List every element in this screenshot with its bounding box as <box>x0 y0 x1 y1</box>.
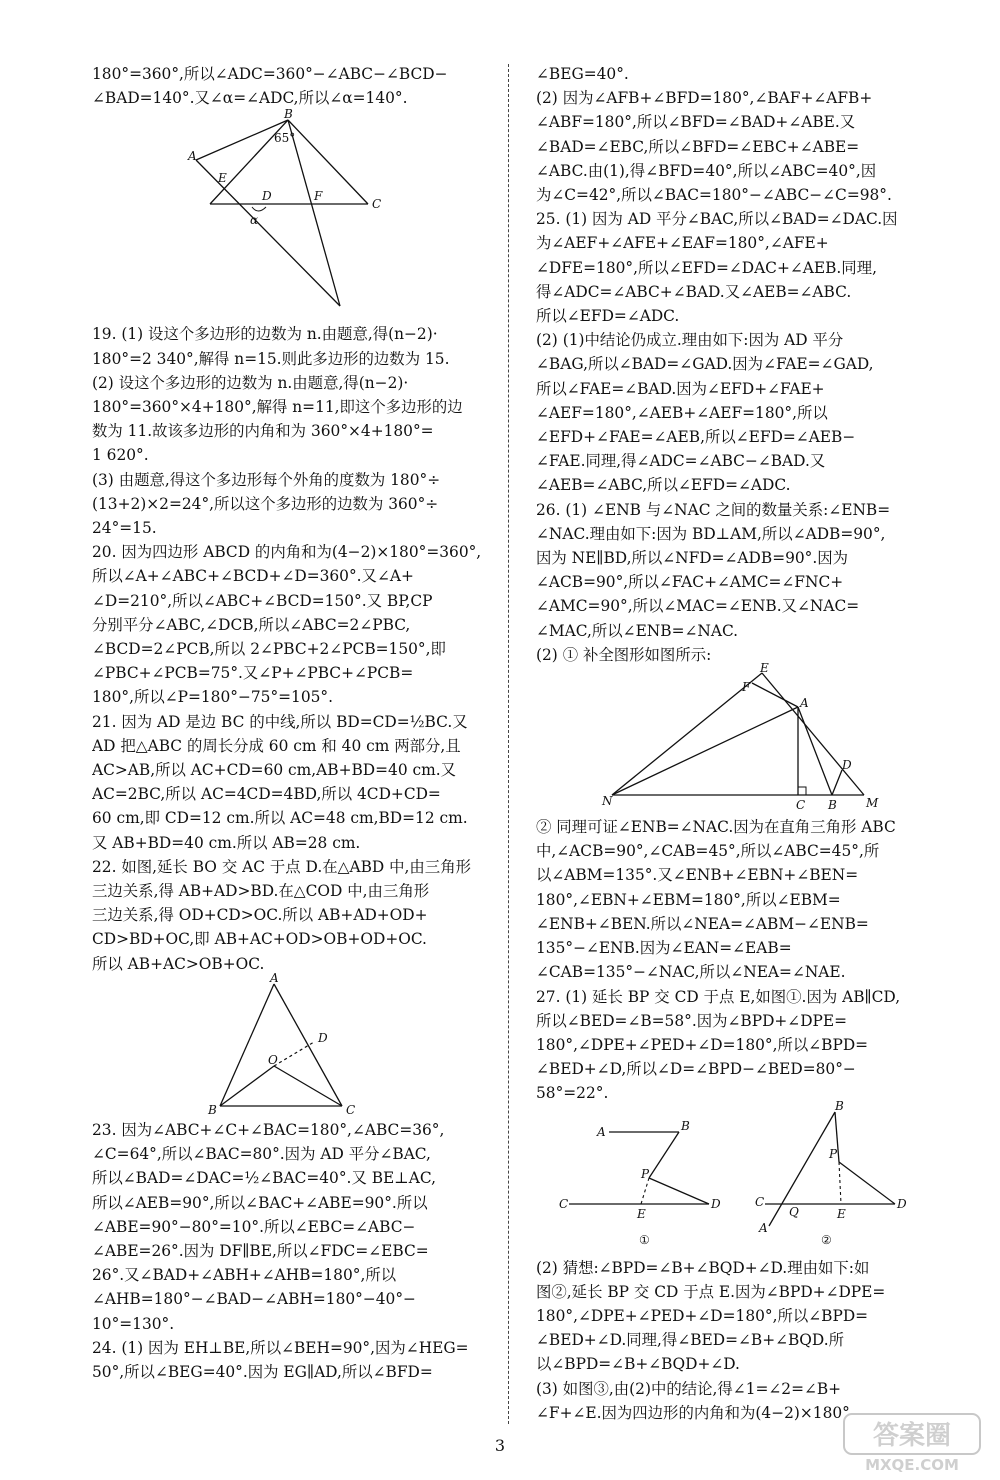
right-text-block-2 <box>536 815 938 1105</box>
text-line: (2) ① 补全图形如图所示: <box>536 645 712 664</box>
text-line: ∠AEB=∠ABC,所以∠EFD=∠ADC. <box>536 476 791 495</box>
figure-enm-triangle <box>536 661 938 815</box>
text-line: 中,∠ACB=90°,∠CAB=45°,所以∠ABC=45°,所 <box>536 842 880 861</box>
text-line: ∠AMC=90°,所以∠MAC=∠ENB.又∠NAC= <box>536 597 860 616</box>
text-line: 所以 AB+AC>OB+OC. <box>92 954 265 973</box>
text-line: ∠MAC,所以∠ENB=∠NAC. <box>536 621 739 640</box>
fig5-label-c: C <box>755 1194 765 1209</box>
text-line: (13+2)×2=24°,所以这个多边形的边数为 360°÷ <box>92 494 439 513</box>
text-line: ∠ABE=90°−80°=10°.所以∠EBC=∠ABC− <box>92 1217 416 1236</box>
fig4-label-p: P <box>641 1166 650 1181</box>
text-line: 所以∠AEB=90°,所以∠BAC+∠ABE=90°.所以 <box>92 1193 428 1212</box>
fig5-label-q: Q <box>789 1204 799 1219</box>
fig1-label-b: B <box>284 107 293 122</box>
right-text-block-3 <box>536 1256 938 1425</box>
figure-parallel-lines-pair <box>536 1098 938 1256</box>
fig3-label-d: D <box>842 758 852 773</box>
text-line: AD 把△ABC 的周长分成 60 cm 和 40 cm 两部分,且 <box>92 736 461 755</box>
figure-4-svg <box>559 1106 729 1252</box>
text-line: 180°=2 340°,解得 n=15.则此多边形的边数为 15. <box>92 349 450 368</box>
text-line: 19. (1) 设这个多边形的边数为 n.由题意,得(n−2)· <box>92 325 438 344</box>
text-line: 22. 如图,延长 BO 交 AC 于点 D.在△ABD 中,由三角形 <box>92 857 471 876</box>
text-line: 180°=360°×4+180°,解得 n=11,即这个多边形的边 <box>92 398 463 417</box>
watermark-svg <box>842 1412 982 1474</box>
text-line: ∠CAB=135°−∠NAC,所以∠NEA=∠NAE. <box>536 963 846 982</box>
fig4-label-d: D <box>711 1196 721 1211</box>
fig5-label-e: E <box>837 1206 846 1221</box>
figure-triangle-aob <box>92 970 484 1118</box>
text-line: ∠FAE.同理,得∠ADC=∠ABC−∠BAD.又 <box>536 452 826 471</box>
figure-3-svg <box>602 661 879 815</box>
text-line: ∠DFE=180°,所以∠EFD=∠DAC+∠AEB.同理, <box>536 258 877 277</box>
text-line: 26. (1) ∠ENB 与∠NAC 之间的数量关系:∠ENB= <box>536 500 891 519</box>
text-line: (3) 如图③,由(2)中的结论,得∠1=∠2=∠B+ <box>536 1379 842 1398</box>
column-divider <box>508 64 509 1424</box>
text-line: 所以∠A+∠ABC+∠BCD+∠D=360°.又∠A+ <box>92 567 414 586</box>
text-line: 24°=15. <box>92 519 157 538</box>
text-line: (2) 设这个多边形的边数为 n.由题意,得(n−2)· <box>92 373 409 392</box>
fig4-label-b: B <box>681 1118 690 1133</box>
fig4-caption: ① <box>639 1232 650 1247</box>
fig4-label-a: A <box>597 1124 606 1139</box>
fig3-label-f: F <box>742 680 751 695</box>
watermark-text: 答案圈 <box>872 1421 952 1451</box>
text-line: 25. (1) 因为 AD 平分∠BAC,所以∠BAD=∠DAC.因 <box>536 210 898 229</box>
text-line: 图②,延长 BP 交 CD 于点 E.因为∠BPD+∠DPE= <box>536 1282 886 1301</box>
text-line: 20. 因为四边形 ABCD 的内角和为(4−2)×180°=360°, <box>92 543 482 562</box>
fig1-label-c: C <box>372 197 382 212</box>
text-line: ∠BAD=∠EBC,所以∠BFD=∠EBC+∠ABE= <box>536 137 860 156</box>
text-line: 24. (1) 因为 EH⊥BE,所以∠BEH=90°,因为∠HEG= <box>92 1338 469 1357</box>
text-line: 10°=130°. <box>92 1314 175 1333</box>
text-line: ② 同理可证∠ENB=∠NAC.因为在直角三角形 ABC <box>536 818 896 837</box>
text-line: 180°,∠DPE+∠PED+∠D=180°,所以∠BPD= <box>536 1035 869 1054</box>
fig2-label-c: C <box>346 1102 356 1117</box>
text-line: 180°,∠EBN+∠EBM=180°,所以∠EBM= <box>536 890 841 909</box>
text-line: ∠ABC.由(1),得∠BFD=40°,所以∠ABC=40°,因 <box>536 161 877 180</box>
text-line: AC=2BC,所以 AC=4CD=4BD,所以 4CD+CD= <box>92 785 441 804</box>
text-line: 为∠AEF+∠AFE+∠EAF=180°,∠AFE+ <box>536 234 829 253</box>
figure-triangle-crossing <box>92 107 484 322</box>
fig4-label-e: E <box>637 1206 646 1221</box>
text-line: 三边关系,得 AB+AD>BD.在△COD 中,由三角形 <box>92 882 430 901</box>
text-line: ∠C=64°,所以∠BAC=80°.因为 AD 平分∠BAC, <box>92 1145 431 1164</box>
text-line: ∠EFD+∠FAE=∠AEB,所以∠EFD=∠AEB− <box>536 428 856 447</box>
text-line: 因为 NE∥BD,所以∠NFD=∠ADB=90°.因为 <box>536 549 849 568</box>
fig2-label-o: O <box>268 1052 278 1067</box>
right-text-block-1 <box>536 62 938 667</box>
fig1-label-e: E <box>218 171 227 186</box>
text-line: (2) (1)中结论仍成立.理由如下:因为 AD 平分 <box>536 331 844 350</box>
text-line: 60 cm,即 CD=12 cm.所以 AC=48 cm,BD=12 cm. <box>92 809 468 828</box>
text-line: 分别平分∠ABC,∠DCB,所以∠ABC=2∠PBC, <box>92 615 411 634</box>
text-line: ∠ACB=90°,所以∠FAC+∠AMC=∠FNC+ <box>536 573 844 592</box>
text-line: 得∠ADC=∠ABC+∠BAD.又∠AEB=∠ABC. <box>536 282 852 301</box>
text-line: ∠D=210°,所以∠ABC+∠BCD=150°.又 BP,CP <box>92 591 433 610</box>
text-line: 所以∠BAD=∠DAC=½∠BAC=40°.又 BE⊥AC, <box>92 1169 436 1188</box>
text-line: ∠BEG=40°. <box>536 65 629 83</box>
text-line: ∠AEF=180°,∠AEB+∠AEF=180°,所以 <box>536 403 828 422</box>
text-line: 为∠C=42°,所以∠BAC=180°−∠ABC−∠C=98°. <box>536 186 892 205</box>
text-line: ∠AHB=180°−∠BAD−∠ABH=180°−40°− <box>92 1290 416 1309</box>
fig5-label-a: A <box>759 1220 768 1235</box>
fig1-label-f: F <box>314 189 323 204</box>
fig1-label-a: A <box>188 149 197 164</box>
text-line: 23. 因为∠ABC+∠C+∠BAC=180°,∠ABC=36°, <box>92 1120 445 1139</box>
fig2-label-b: B <box>208 1102 217 1117</box>
text-line: ∠BED+∠D,所以∠D=∠BPD−∠BED=80°− <box>536 1060 856 1079</box>
fig1-label-alpha: α <box>250 213 259 228</box>
fig3-label-a: A <box>800 696 809 711</box>
text-line: 以∠ABM=135°.又∠ENB+∠EBN+∠BEN= <box>536 866 859 885</box>
text-line: AC>AB,所以 AC+CD=60 cm,AB+BD=40 cm.又 <box>92 761 456 780</box>
text-line: ∠ABF=180°,所以∠BFD=∠BAD+∠ABE.又 <box>536 113 856 132</box>
text-line: 27. (1) 延长 BP 交 CD 于点 E,如图①.因为 AB∥CD, <box>536 987 901 1006</box>
fig3-label-b: B <box>828 798 837 813</box>
fig5-label-d: D <box>897 1196 907 1211</box>
left-text-block-2 <box>92 322 484 975</box>
text-line: 58°=22°. <box>536 1084 609 1103</box>
text-line: 180°,所以∠P=180°−75°=105°. <box>92 688 333 707</box>
fig2-label-d: D <box>318 1030 328 1045</box>
text-line: 数为 11.故该多边形的内角和为 360°×4+180°= <box>92 422 434 441</box>
fig4-label-c: C <box>559 1196 569 1211</box>
text-line: (2) 猜想:∠BPD=∠B+∠BQD+∠D.理由如下:如 <box>536 1258 870 1277</box>
right-column <box>536 62 938 1425</box>
fig1-label-d: D <box>262 189 272 204</box>
left-text-block-1 <box>92 62 484 110</box>
text-line: ∠BED+∠D.同理,得∠BED=∠B+∠BQD.所 <box>536 1331 844 1350</box>
text-line: ∠ENB+∠BEN.所以∠NEA=∠ABM−∠ENB= <box>536 914 869 933</box>
text-line: 180°,∠DPE+∠PED+∠D=180°,所以∠BPD= <box>536 1306 869 1325</box>
text-line: ∠NAC.理由如下:因为 BD⊥AM,所以∠ADB=90°, <box>536 524 886 543</box>
text-line: 所以∠FAE=∠BAD.因为∠EFD+∠FAE+ <box>536 379 825 398</box>
figure-2-svg <box>208 970 368 1118</box>
fig5-caption: ② <box>821 1232 832 1247</box>
fig3-label-e: E <box>760 661 769 676</box>
watermark-url: MXQE.COM <box>865 1456 959 1474</box>
text-line: 所以∠BED=∠B=58°.因为∠BPD+∠DPE= <box>536 1011 848 1030</box>
text-line: 三边关系,得 OD+CD>OC.所以 AB+AD+OD+ <box>92 906 428 925</box>
text-line: ∠BCD=2∠PCB,所以 2∠PBC+2∠PCB=150°,即 <box>92 640 446 659</box>
left-column <box>92 62 484 1384</box>
text-line: (3) 由题意,得这个多边形每个外角的度数为 180°÷ <box>92 470 441 489</box>
watermark-logo <box>842 1412 982 1474</box>
text-line: 又 AB+BD=40 cm.所以 AB=28 cm. <box>92 833 361 852</box>
text-line: ∠PBC+∠PCB=75°.又∠P+∠PBC+∠PCB= <box>92 664 414 683</box>
figure-5-svg <box>755 1098 907 1252</box>
text-line: 1 620°. <box>92 446 149 465</box>
fig3-label-m: M <box>866 796 879 811</box>
fig3-label-n: N <box>602 794 613 809</box>
page-number: 3 <box>494 1436 506 1455</box>
fig1-label-angle: 65° <box>274 131 296 146</box>
text-line: ∠ABE=26°.因为 DF∥BE,所以∠FDC=∠EBC= <box>92 1241 429 1260</box>
text-line: 21. 因为 AD 是边 BC 的中线,所以 BD=CD=½BC.又 <box>92 712 468 731</box>
text-line: ∠F+∠E.因为四边形的内角和为(4−2)×180° <box>536 1403 850 1422</box>
text-line: 135°−∠ENB.因为∠EAN=∠EAB= <box>536 939 792 958</box>
text-line: 180°=360°,所以∠ADC=360°−∠ABC−∠BCD− <box>92 65 448 83</box>
text-line: (2) 因为∠AFB+∠BFD=180°,∠BAF+∠AFB+ <box>536 89 873 108</box>
text-line: 26°.又∠BAD+∠ABH+∠AHB=180°,所以 <box>92 1266 397 1285</box>
fig2-label-a: A <box>270 970 279 985</box>
fig3-label-c: C <box>796 798 806 813</box>
fig5-label-b: B <box>835 1098 844 1113</box>
text-line: CD>BD+OC,即 AB+AC+OD>OB+OD+OC. <box>92 930 427 949</box>
text-line: 所以∠EFD=∠ADC. <box>536 307 680 326</box>
text-line: ∠BAG,所以∠BAD=∠GAD.因为∠FAE=∠GAD, <box>536 355 874 374</box>
figure-1-svg <box>188 107 388 322</box>
left-text-block-3 <box>92 1118 484 1384</box>
text-line: 以∠BPD=∠B+∠BQD+∠D. <box>536 1355 740 1374</box>
text-line: ∠BAD=140°.又∠α=∠ADC,所以∠α=140°. <box>92 89 408 108</box>
fig5-label-p: P <box>829 1146 838 1161</box>
text-line: 50°,所以∠BEG=40°.因为 EG∥AD,所以∠BFD= <box>92 1362 433 1381</box>
